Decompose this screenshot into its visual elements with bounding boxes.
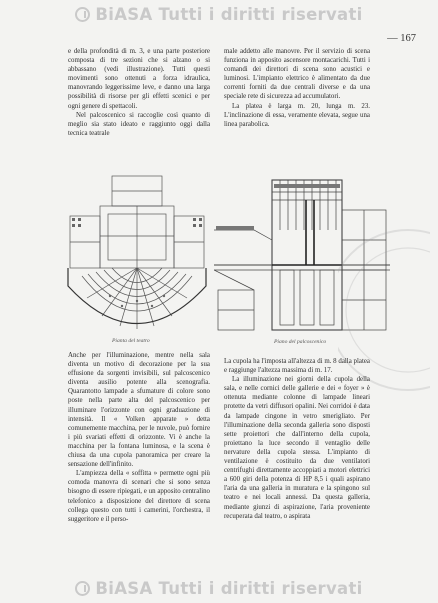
biasa-logo-icon (75, 7, 90, 22)
text-column-top-right (224, 47, 370, 129)
figure-caption-right: Piano del palcoscenico (274, 339, 327, 345)
text-column-bottom-left (68, 351, 210, 524)
paragraph: L'ampiezza della « soffitta » permette ogni più comoda manovra di scenari che si sono senza bisogno di essere ripiegati, e un apposito centralino telefonico a disposizione del direttore di scena collega questo con tutti i camerini, l'orchestra, il suggeritore e il perso- (68, 470, 210, 523)
watermark-bottom: BiASA Tutti i diritti riservati (0, 579, 438, 598)
paragraph: La platea è larga m. 20, lunga m. 23. L'inclinazione di essa, veramente elevata, segue una linea parabolica. (224, 102, 370, 128)
watermark-top: BiASA Tutti i diritti riservati (0, 5, 438, 24)
paragraph: La illuminazione nei giorni della cupola della sala, e nelle cornici delle gallerie e dei « foyer » è ottenuta mediante colonne di lampade lineari protette da vetri diffusori opalini. Nei corridoi è data da lampade cingone in vetro smerigliato. Per l'illuminazione della seconda galleria sono disposti sette proiettori che dall'interno della cupola, proiettano la luce secondo il ventaglio delle nervature della cupola stessa. L'impianto di ventilazione è costituito da due ventilatori centrifughi direttamente accoppiati a motori elettrici a 600 giri della potenza di HP 8,5 i quali aspirano l'aria da una galleria in muratura e la spingono sul teatro e nei locali annessi. Da questa galleria, mediante giunzi di aspirazione, l'aria proveniente recuperata dal teatro, o aspirata (224, 376, 370, 520)
paragraph: La cupola ha l'imposta all'altezza di m. 8 dalla platea e raggiunge l'altezza massima di m. 17. (224, 358, 370, 375)
theatre-plan-drawing (62, 156, 212, 346)
biasa-logo-icon (75, 581, 90, 596)
paragraph: male addetto alle manovre. Per il servizio di scena funziona in apposito ascensore montacarichi. Tutti i comandi dei direttori di scena sono acustici e luminosi. L'impianto elettrico è alimentato da due correnti forniti da due centrali diverse e da una speciale rete di sicurezza ad accumulatori. (224, 48, 370, 101)
paragraph: e della profondità di m. 3, e una parte posteriore composta di tre sezioni che si alzano o si abbassano (vedi illustrazione). Tutti questi movimenti sono ottenuti a forza idraulica, manovrando leggerissime leve, e danno una larga possibilità di risorse per gli effetti scenici e per ogni genere di spettacoli. (68, 48, 210, 110)
paragraph: Anche per l'illuminazione, mentre nella sala diventa un motivo di decorazione per la sua effusione da sorgenti invisibili, sul palcoscenico diventa ausilio potente alla scenografia. Quarantotto lampade a sfumature di colore sono poste nella parte alta del palcoscenico per illuminare l'orizzonte con ogni graduazione di intensità. Il « Volken apparate » detta comunemente macchina, per le nuvole, può fornire i più svariati effetti di orizzonte. Vi è anche la macchina per la fontana luminosa, e la scena è chiusa da una cupola panoramica per creare la sensazione dell'infinito. (68, 352, 210, 469)
text-column-bottom-right (224, 357, 370, 521)
figure-caption-left: Pianta del teatro (112, 338, 150, 344)
page-number: — 167 (387, 33, 416, 44)
paragraph: Nel palcoscenico si raccoglie così quanto di meglio sia stato ideato e raggiunto oggi dalla tecnica teatrale (68, 111, 210, 137)
text-column-top-left (68, 47, 210, 138)
